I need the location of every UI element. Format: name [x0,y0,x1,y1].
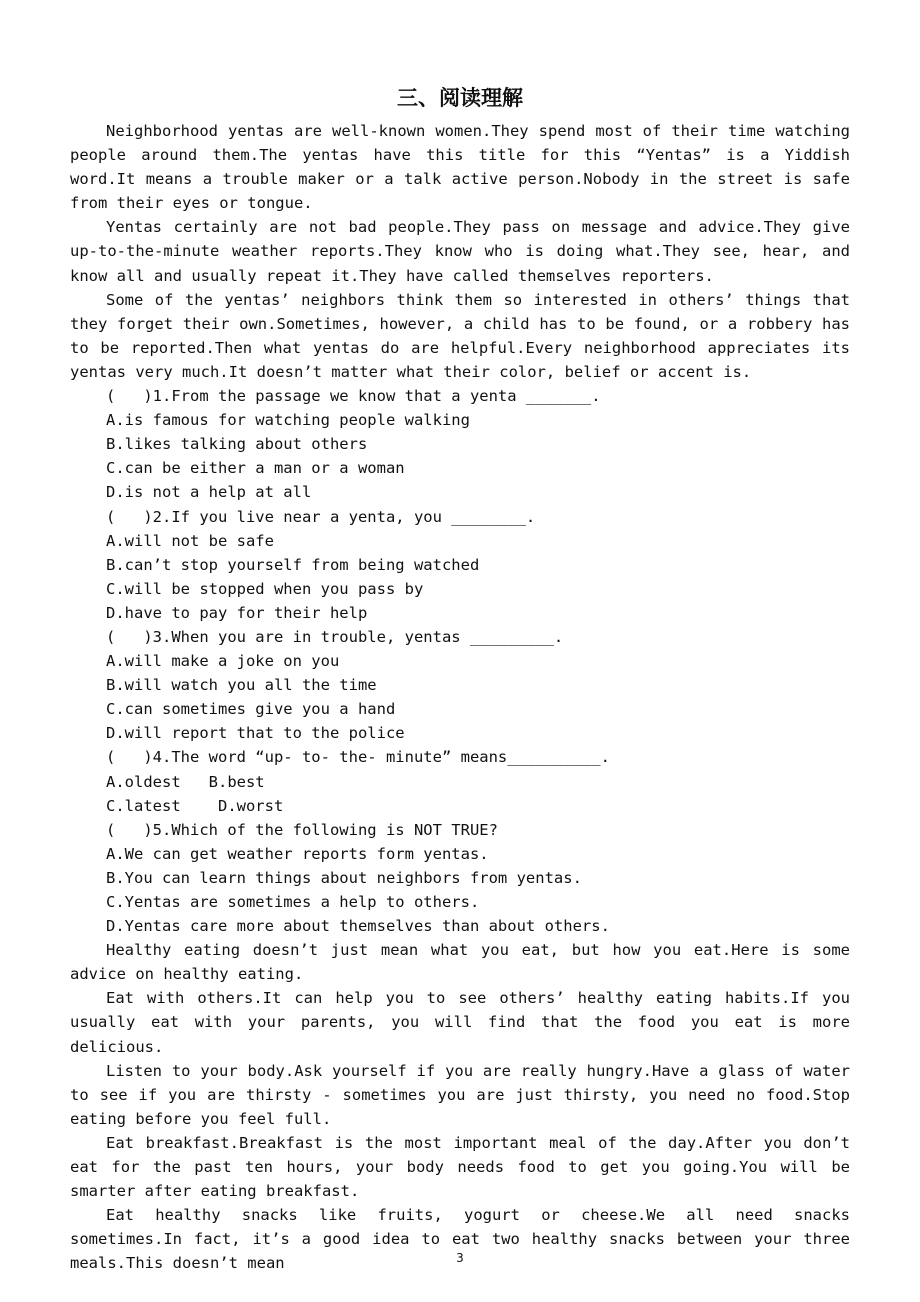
paragraph: Eat healthy snacks like fruits, yogurt or cheese.We all need snacks sometimes.In fact, it’s a good idea to eat two healthy snacks between your three meals.This doesn’t mean [70,1206,850,1273]
paragraph: Neighborhood yentas are well-known women.They spend most of their time watching people around them.The yentas have this title for this “Yentas” is a Yiddish word.It means a trouble maker or a talk active person.Nobody in the street is safe from their eyes or tongue. [70,122,850,213]
paragraph: Listen to your body.Ask yourself if you are really hungry.Have a glass of water to see if you are thirsty - sometimes you are just thirsty, you need no food.Stop eating before you feel full. [70,1061,850,1128]
option: C.can be either a man or a woman [106,459,405,478]
option: D.is not a help at all [106,483,312,502]
question-1-stem: ( )1.From the passage we know that a yenta _______. [106,387,601,406]
option: D.Yentas care more about themselves than about others. [106,917,610,936]
paragraph: Eat with others.It can help you to see others’ healthy eating habits.If you usually eat with your parents, you will find that the food you eat is more delicious. [70,989,850,1056]
option: A.oldest B.best [106,772,265,791]
option: B.You can learn things about neighbors from yentas. [106,868,582,887]
option: A.We can get weather reports form yentas. [106,844,489,863]
paragraph: Healthy eating doesn’t just mean what you eat, but how you eat.Here is some advice on healthy eating. [70,941,850,984]
option: A.is famous for watching people walking [106,411,470,430]
option: C.Yentas are sometimes a help to others. [106,893,480,911]
option: C.latest D.worst [106,796,284,815]
question-3-stem: ( )3.When you are in trouble, yentas _________. [106,627,564,646]
question-5-stem: ( )5.Which of the following is NOT TRUE? [106,820,498,839]
option: D.will report that to the police [106,724,405,743]
option: B.can’t stop yourself from being watched [106,555,480,574]
option: A.will make a joke on you [106,652,340,671]
question-2-stem: ( )2.If you live near a yenta, you ________. [106,507,536,526]
paragraph: Yentas certainly are not bad people.They pass on message and advice.They give up-to-the-minute weather reports.They know who is doing what.They see, hear, and know all and usually repeat it.They have called themselves reporters. [70,218,850,285]
question-4-stem: ( )4.The word “up- to- the- minute” means__________. [106,748,610,767]
option: B.will watch you all the time [106,676,377,695]
page-number: 3 [456,1251,464,1265]
option: A.will not be safe [106,531,274,550]
option: C.will be stopped when you pass by [106,579,424,598]
option: C.can sometimes give you a hand [106,700,396,719]
reading-content [70,119,850,1276]
paragraph: Eat breakfast.Breakfast is the most important meal of the day.After you don’t eat for the past ten hours, your body needs food to get you going.You will be smarter after eating breakfast. [70,1133,850,1201]
section-title: 三、阅读理解 [397,86,523,110]
option: D.have to pay for their help [106,603,368,622]
option: B.likes talking about others [106,435,368,454]
paragraph: Some of the yentas’ neighbors think them so interested in others’ things that they forget their own.Sometimes, however, a child has to be found, or a robbery has to be reported.Then what yentas do are helpful.Every neighborhood appreciates its yentas very much.It doesn’t matter what their color, belief or accent is. [70,290,850,381]
